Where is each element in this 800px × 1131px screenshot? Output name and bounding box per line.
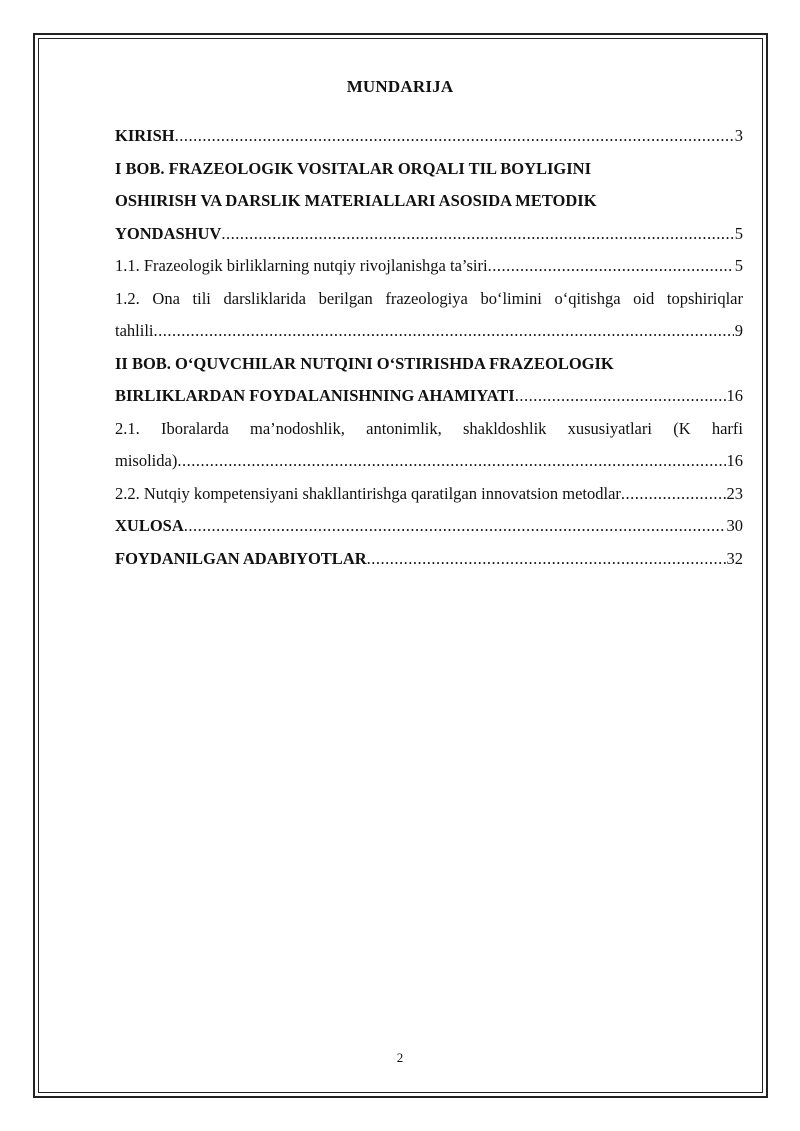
toc-page-number: 9	[734, 321, 743, 340]
toc-page-number: 23	[726, 483, 743, 503]
dot-leader	[488, 250, 734, 283]
toc-entry-text: 2.2. Nutqiy kompetensiyani shakllantirishga qaratilgan innovatsion metodlar	[115, 483, 621, 503]
dot-leader	[154, 315, 734, 348]
table-of-contents	[115, 120, 743, 575]
toc-entry	[115, 478, 743, 511]
toc-page-number: 32	[726, 548, 743, 568]
toc-entry-text: misolida)	[115, 451, 178, 470]
toc-entry	[115, 250, 743, 283]
toc-entry: 2.1. Iboralarda ma’nodoshlik, antonimlik, shakldoshlik xususiyatlari (K harfi	[115, 418, 743, 438]
toc-entry-text: FOYDANILGAN ADABIYOTLAR	[115, 548, 367, 568]
dot-leader	[367, 543, 726, 576]
toc-entry	[115, 218, 743, 251]
toc-entry-text: YONDASHUV	[115, 223, 222, 243]
toc-entry	[115, 543, 743, 576]
toc-entry-text: KIRISH	[115, 126, 175, 145]
toc-entry	[115, 380, 743, 413]
toc-entry: II BOB. O‘QUVCHILAR NUTQINI O‘STIRISHDA FRAZEOLOGIK	[115, 353, 614, 373]
toc-entry	[115, 315, 743, 348]
toc-page-number: 5	[734, 223, 743, 243]
toc-page-number: 5	[734, 256, 743, 275]
toc-entry-text: XULOSA	[115, 516, 184, 535]
toc-entry: I BOB. FRAZEOLOGIK VOSITALAR ORQALI TIL BOYLIGINI	[115, 158, 592, 178]
toc-entry	[115, 120, 743, 153]
toc-entry	[115, 445, 743, 478]
dot-leader	[177, 445, 725, 478]
page-number: 2	[396, 1050, 404, 1065]
toc-entry-text: 1.1. Frazeologik birliklarning nutqiy rivojlanishga ta’siri	[115, 256, 488, 275]
dot-leader	[221, 218, 733, 251]
toc-entry: 1.2. Ona tili darsliklarida berilgan frazeologiya bo‘limini o‘qitishga oid topshiriqlar	[115, 288, 743, 308]
dot-leader	[621, 478, 726, 511]
toc-entry	[115, 510, 743, 543]
toc-page-number: 30	[726, 516, 743, 535]
toc-title: MUNDARIJA	[346, 77, 454, 96]
dot-leader	[175, 120, 734, 153]
dot-leader	[515, 380, 726, 413]
toc-entry-text: tahlili	[115, 321, 154, 340]
dot-leader	[184, 510, 726, 543]
toc-entry: OSHIRISH VA DARSLIK MATERIALLARI ASOSIDA METODIK	[115, 191, 597, 210]
toc-page-number: 16	[726, 451, 743, 470]
toc-page-number: 3	[734, 126, 743, 145]
toc-entry-text: BIRLIKLARDAN FOYDALANISHNING AHAMIYATI	[115, 386, 515, 405]
toc-page-number: 16	[726, 386, 743, 405]
